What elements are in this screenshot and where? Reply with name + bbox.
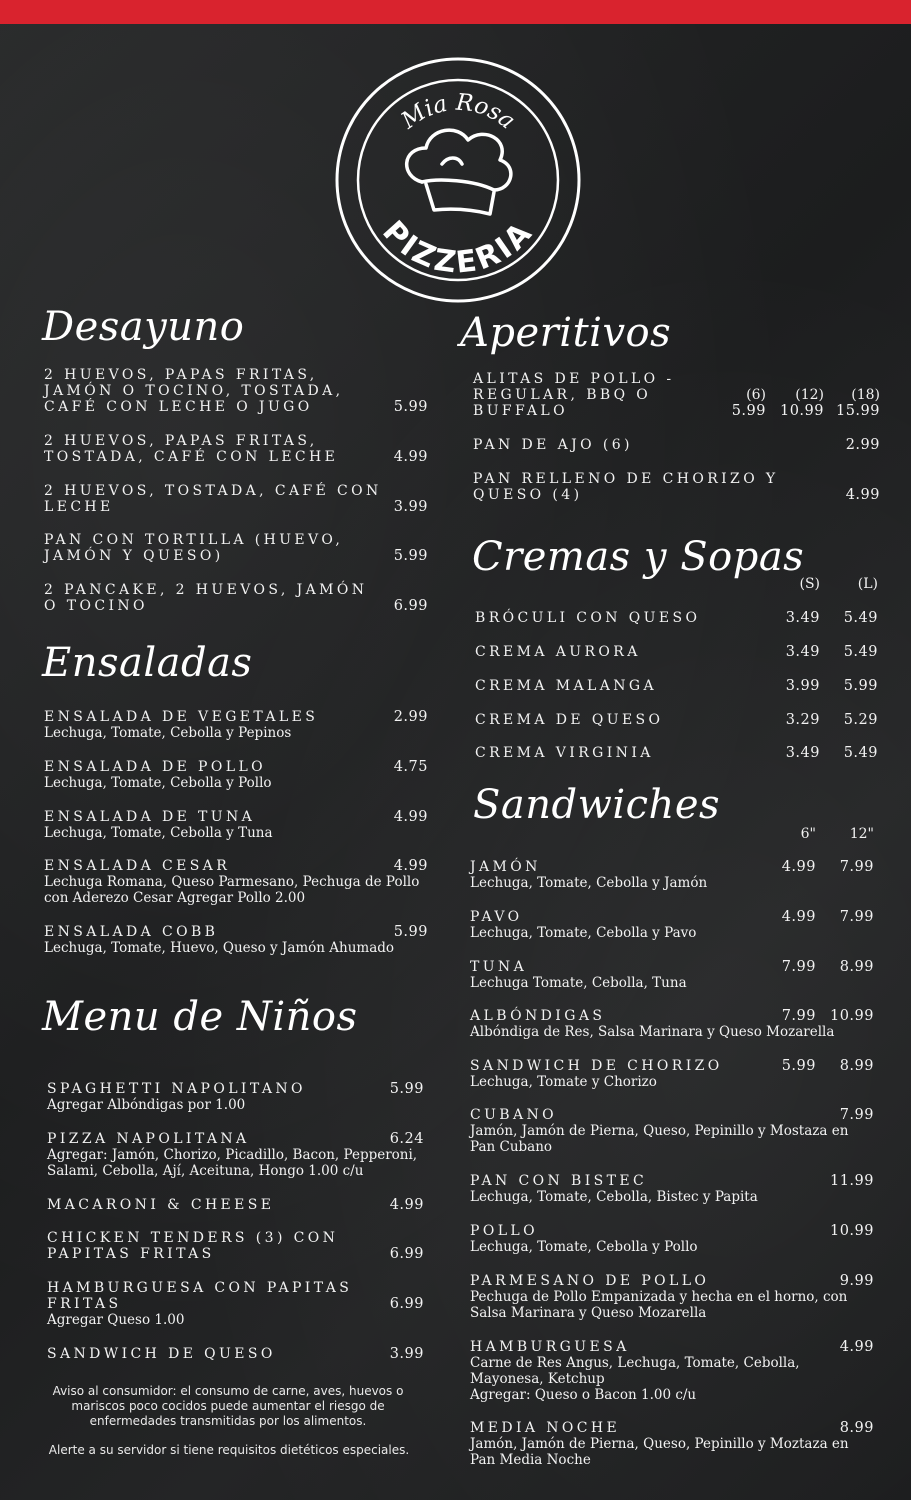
ninos-item — [47, 1280, 352, 1328]
section-title-sandwiches: Sandwiches — [473, 782, 721, 828]
item-price: 9.99 — [839, 1273, 874, 1289]
item-price: 5.99 — [393, 399, 428, 415]
item-description: Lechuga, Tomate, Cebolla y Pollo — [470, 1239, 698, 1255]
item-price: 2.99 — [393, 709, 428, 725]
item-description: Agregar Queso 1.00 — [47, 1312, 185, 1328]
item-name: BRÓCULI CON QUESO — [475, 610, 701, 626]
desayuno-item — [44, 582, 367, 614]
ensalada-item — [44, 924, 394, 956]
sandwich-item — [470, 959, 687, 991]
logo-brand-text: Mia Rosa — [396, 89, 520, 135]
item-description: Lechuga Tomate, Cebolla, Tuna — [470, 975, 687, 991]
sandwich-item — [470, 1339, 800, 1403]
consumer-notice: Aviso al consumidor: el consumo de carne, aves, huevos o mariscos poco cocidos puede aumentar el riesgo de enfermedades transmitidas por los alimentos. — [52, 1384, 404, 1428]
size-header: 6" — [800, 826, 816, 842]
item-price: 6.99 — [393, 598, 428, 614]
item-price: 10.99 — [779, 403, 824, 419]
item-name: CREMA DE QUESO — [475, 712, 664, 728]
item-price: 6.99 — [389, 1246, 424, 1262]
item-name: CREMA VIRGINIA — [475, 745, 654, 761]
item-name: HAMBURGUESA CON PAPITAS FRITAS — [47, 1280, 353, 1312]
dietary-notice: Alerte a su servidor si tiene requisitos dietéticos especiales. — [48, 1443, 410, 1457]
item-price: 2.99 — [845, 437, 880, 453]
item-description: Lechuga Romana, Queso Parmesano, Pechuga de Pollo con Aderezo Cesar Agregar Pollo 2.00 — [44, 874, 420, 906]
ensalada-item — [44, 709, 318, 741]
aperitivo-item — [473, 371, 675, 419]
item-price: 6.24 — [389, 1131, 424, 1147]
item-description: Lechuga, Tomate y Chorizo — [470, 1074, 657, 1090]
item-price: 3.29 — [785, 712, 820, 728]
item-price: 4.99 — [393, 449, 428, 465]
item-name: ENSALADA DE VEGETALES — [44, 709, 319, 725]
logo-subtitle-text: PIZZERIA — [375, 214, 541, 281]
crema-item — [475, 678, 657, 694]
item-price: 3.49 — [785, 610, 820, 626]
sandwich-item — [470, 1223, 698, 1255]
item-name: PIZZA NAPOLITANA — [47, 1131, 250, 1147]
item-price: 5.29 — [843, 712, 878, 728]
item-price: 5.49 — [843, 610, 878, 626]
ninos-item — [47, 1197, 274, 1213]
ninos-item — [47, 1081, 306, 1113]
item-description: Pechuga de Pollo Empanizada y hecha en el horno, con Salsa Marinara y Queso Mozarella — [470, 1289, 848, 1321]
item-name: SPAGHETTI NAPOLITANO — [47, 1081, 306, 1097]
ensalada-item — [44, 809, 273, 841]
item-name: 2 PANCAKE, 2 HUEVOS, JAMÓN O TOCINO — [44, 582, 368, 614]
item-price: 4.99 — [393, 809, 428, 825]
item-price: 6.99 — [389, 1296, 424, 1312]
item-name: PARMESANO DE POLLO — [470, 1273, 710, 1289]
sandwich-item — [470, 1058, 723, 1090]
item-price: 4.99 — [393, 858, 428, 874]
sandwich-item — [470, 1420, 849, 1468]
size-label: (18) — [851, 387, 880, 403]
item-name: SANDWICH DE CHORIZO — [470, 1058, 723, 1074]
crema-item — [475, 644, 641, 660]
item-name: JAMÓN — [470, 859, 541, 875]
item-price: 4.99 — [781, 859, 816, 875]
item-price: 5.49 — [843, 745, 878, 761]
item-price: 7.99 — [781, 1008, 816, 1024]
item-description: Lechuga, Tomate, Huevo, Queso y Jamón Ahumado — [44, 940, 395, 956]
item-price: 3.49 — [785, 745, 820, 761]
crema-item — [475, 712, 663, 728]
item-description: Lechuga, Tomate, Cebolla y Pavo — [470, 925, 697, 941]
item-price: 3.99 — [393, 499, 428, 515]
item-price: 5.99 — [843, 678, 878, 694]
section-title-cremas: Cremas y Sopas — [472, 534, 805, 580]
item-name: ENSALADA DE POLLO — [44, 759, 267, 775]
crema-item — [475, 745, 654, 761]
item-name: ENSALADA CESAR — [44, 858, 231, 874]
top-accent-bar — [0, 0, 911, 24]
item-price: 3.49 — [785, 644, 820, 660]
item-name: PAN DE AJO (6) — [473, 437, 633, 453]
ensalada-item — [44, 759, 272, 791]
chef-hat-icon — [407, 130, 511, 214]
item-price: 8.99 — [839, 959, 874, 975]
item-price: 3.99 — [389, 1346, 424, 1362]
item-price: 15.99 — [835, 403, 880, 419]
item-name: ENSALADA COBB — [44, 924, 219, 940]
item-description: Jamón, Jamón de Pierna, Queso, Pepinillo y Mostaza en Pan Cubano — [470, 1123, 849, 1155]
item-description: Agregar Albóndigas por 1.00 — [47, 1097, 246, 1113]
item-name: CHICKEN TENDERS (3) CON PAPITAS FRITAS — [47, 1230, 339, 1262]
item-name: PAN CON TORTILLA (HUEVO, JAMÓN Y QUESO) — [44, 532, 344, 564]
item-name: CREMA AURORA — [475, 644, 641, 660]
item-price: 8.99 — [839, 1420, 874, 1436]
item-name: MACARONI & CHEESE — [47, 1197, 275, 1213]
size-header: (S) — [799, 576, 820, 592]
item-description: Albóndiga de Res, Salsa Marinara y Queso Mozarella — [470, 1024, 835, 1040]
item-name: SANDWICH DE QUESO — [47, 1346, 276, 1362]
item-name: ALBÓNDIGAS — [470, 1008, 606, 1024]
item-name: 2 HUEVOS, PAPAS FRITAS, JAMÓN O TOCINO, TOSTADA, CAFÉ CON LECHE O JUGO — [44, 367, 344, 415]
item-name: 2 HUEVOS, TOSTADA, CAFÉ CON LECHE — [44, 483, 382, 515]
size-header: (L) — [857, 576, 878, 592]
section-title-ninos: Menu de Niños — [42, 994, 358, 1040]
item-price: 4.99 — [845, 487, 880, 503]
aperitivo-item — [473, 471, 779, 503]
mia-rosa-pizzeria-logo — [334, 56, 582, 304]
item-price: 5.99 — [731, 403, 766, 419]
item-name: ALITAS DE POLLO - REGULAR, BBQ O BUFFALO — [473, 371, 675, 419]
crema-item — [475, 610, 700, 626]
item-name: CUBANO — [470, 1107, 558, 1123]
item-price: 7.99 — [781, 959, 816, 975]
item-name: TUNA — [470, 959, 528, 975]
item-price: 4.99 — [839, 1339, 874, 1355]
item-name: CREMA MALANGA — [475, 678, 657, 694]
size-header: 12" — [849, 826, 874, 842]
desayuno-item — [44, 483, 382, 515]
desayuno-item — [44, 367, 344, 415]
item-description: Lechuga, Tomate, Cebolla y Jamón — [470, 875, 708, 891]
size-label: (12) — [795, 387, 824, 403]
item-price: 10.99 — [829, 1008, 874, 1024]
section-title-desayuno: Desayuno — [42, 304, 245, 350]
item-price: 5.49 — [843, 644, 878, 660]
item-price: 10.99 — [829, 1223, 874, 1239]
sandwich-item — [470, 1273, 847, 1321]
item-price: 4.75 — [393, 759, 428, 775]
sandwich-item — [470, 1107, 848, 1155]
item-price: 5.99 — [389, 1081, 424, 1097]
desayuno-item — [44, 433, 338, 465]
item-description: Lechuga, Tomate, Cebolla y Tuna — [44, 825, 273, 841]
desayuno-item — [44, 532, 343, 564]
item-price: 3.99 — [785, 678, 820, 694]
item-name: PAN CON BISTEC — [470, 1173, 648, 1189]
item-description: Lechuga, Tomate, Cebolla, Bistec y Papita — [470, 1189, 758, 1205]
size-label: (6) — [746, 387, 766, 403]
item-price: 8.99 — [839, 1058, 874, 1074]
item-description: Carne de Res Angus, Lechuga, Tomate, Cebolla, Mayonesa, Ketchup Agregar: Queso o Bacon 1.00 c/u — [470, 1355, 800, 1403]
sandwich-item — [470, 1173, 758, 1205]
item-price: 4.99 — [781, 909, 816, 925]
item-price: 5.99 — [393, 548, 428, 564]
ninos-item — [47, 1230, 338, 1262]
sandwich-item — [470, 909, 696, 941]
item-name: ENSALADA DE TUNA — [44, 809, 256, 825]
item-name: PAVO — [470, 909, 523, 925]
item-name: MEDIA NOCHE — [470, 1420, 621, 1436]
section-title-aperitivos: Aperitivos — [460, 310, 672, 356]
item-description: Agregar: Jamón, Chorizo, Picadillo, Bacon, Pepperoni, Salami, Cebolla, Ají, Aceituna, Hongo 1.00 c/u — [47, 1147, 418, 1179]
item-price: 5.99 — [393, 924, 428, 940]
item-price: 7.99 — [839, 1107, 874, 1123]
ninos-item — [47, 1346, 276, 1362]
aperitivo-item — [473, 437, 633, 453]
item-price: 7.99 — [839, 909, 874, 925]
sandwich-item — [470, 859, 707, 891]
item-price: 11.99 — [829, 1173, 874, 1189]
section-title-ensaladas: Ensaladas — [42, 640, 253, 686]
item-price: 4.99 — [389, 1197, 424, 1213]
item-description: Lechuga, Tomate, Cebolla y Pepinos — [44, 725, 292, 741]
item-name: POLLO — [470, 1223, 538, 1239]
item-description: Jamón, Jamón de Pierna, Queso, Pepinillo y Moztaza en Pan Media Noche — [470, 1436, 849, 1468]
item-description: Lechuga, Tomate, Cebolla y Pollo — [44, 775, 272, 791]
item-price: 5.99 — [781, 1058, 816, 1074]
item-name: PAN RELLENO DE CHORIZO Y QUESO (4) — [473, 471, 779, 503]
item-price: 7.99 — [839, 859, 874, 875]
item-name: HAMBURGUESA — [470, 1339, 630, 1355]
item-name: 2 HUEVOS, PAPAS FRITAS, TOSTADA, CAFÉ CON LECHE — [44, 433, 339, 465]
